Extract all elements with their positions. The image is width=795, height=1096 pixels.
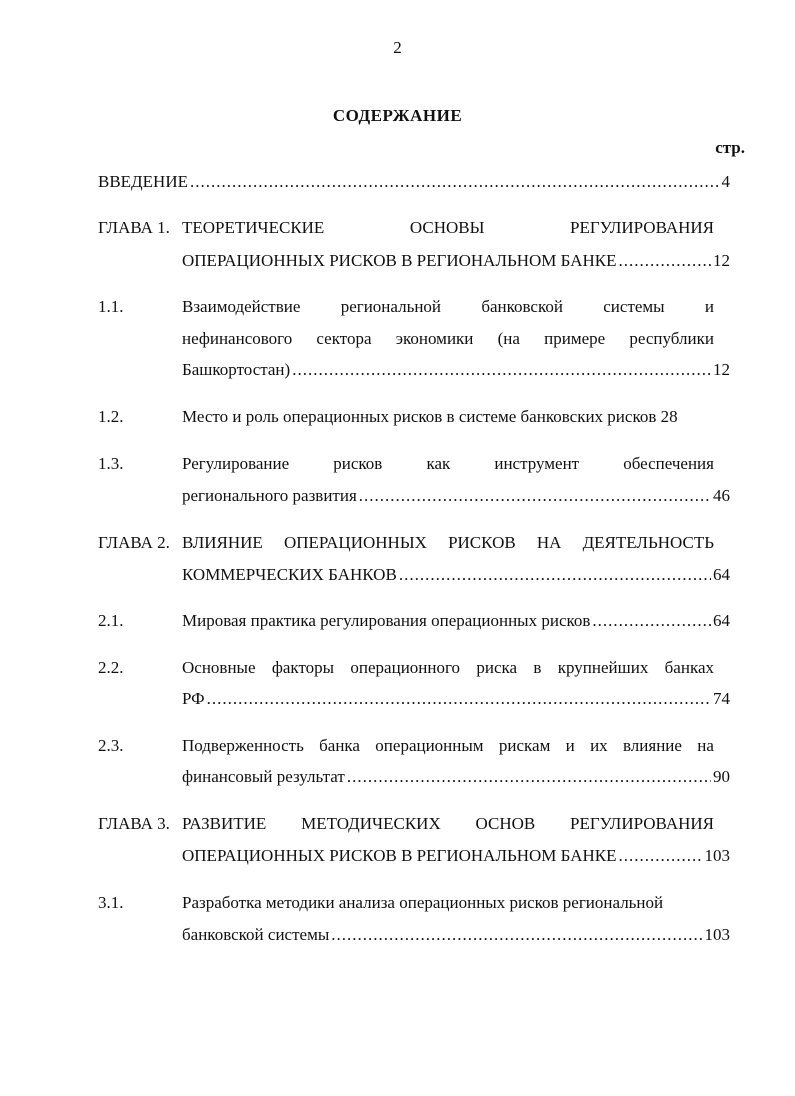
page-column-label: стр. <box>715 138 745 157</box>
chapter-number: ГЛАВА 3. <box>98 814 170 833</box>
toc-entry-title-line: РАЗВИТИЕ МЕТОДИЧЕСКИХ ОСНОВ РЕГУЛИРОВАНИЯ <box>182 814 714 833</box>
toc-entry-page: 103 <box>704 925 730 944</box>
dot-leader <box>190 171 720 193</box>
toc-title: СОДЕРЖАНИЕ <box>332 106 463 125</box>
chapter-number: ГЛАВА 2. <box>98 533 170 552</box>
toc-entry-page: 12 <box>713 360 730 379</box>
toc-entry-page: 46 <box>713 486 730 505</box>
toc-entry-title-line: Разработка методики анализа операционных рисков региональной <box>182 893 664 912</box>
toc-entry-section-2-1[interactable] <box>182 610 730 632</box>
toc-entry-section-3-1[interactable] <box>182 924 730 946</box>
toc-entry-section-2-3[interactable] <box>182 766 730 788</box>
toc-entry-page: 103 <box>704 846 730 865</box>
toc-entry-title: Мировая практика регулирования операционных рисков <box>182 611 591 630</box>
dot-leader <box>399 564 711 586</box>
section-number: 1.2. <box>98 407 124 426</box>
toc-entry-title: банковской системы <box>182 925 330 944</box>
toc-entry-chapter-1[interactable] <box>182 250 730 272</box>
toc-entry-section-1-1[interactable] <box>182 359 730 381</box>
toc-entry-title: Башкортостан) <box>182 360 291 379</box>
toc-entry-title-line: Основные факторы операционного риска в крупнейших банках <box>182 658 714 677</box>
dot-leader <box>359 485 711 507</box>
toc-entry-title-line: Подверженность банка операционным рискам и их влияние на <box>182 736 714 755</box>
toc-entry-title-line: Регулирование рисков как инструмент обеспечения <box>182 454 714 473</box>
toc-entry-title: ОПЕРАЦИОННЫХ РИСКОВ В РЕГИОНАЛЬНОМ БАНКЕ <box>182 846 617 865</box>
toc-entry-section-1-2[interactable] <box>182 406 730 428</box>
toc-entry-title: ОПЕРАЦИОННЫХ РИСКОВ В РЕГИОНАЛЬНОМ БАНКЕ <box>182 251 617 270</box>
dot-leader <box>347 766 711 788</box>
section-number: 3.1. <box>98 893 124 912</box>
toc-entry-section-2-2[interactable] <box>182 688 730 710</box>
toc-entry-title: финансовый результат <box>182 767 345 786</box>
toc-entry-page: 4 <box>721 172 730 191</box>
toc-entry-title: Место и роль операционных рисков в системе банковских рисков <box>182 407 657 426</box>
toc-entry-page: 64 <box>713 565 730 584</box>
toc-entry-page: 90 <box>713 767 730 786</box>
toc-entry-page: 28 <box>660 407 678 426</box>
toc-entry-title: КОММЕРЧЕСКИХ БАНКОВ <box>182 565 397 584</box>
dot-leader <box>207 688 711 710</box>
toc-entry-page: 74 <box>713 689 730 708</box>
page-number: 2 <box>393 38 402 57</box>
section-number: 2.3. <box>98 736 124 755</box>
chapter-number: ГЛАВА 1. <box>98 218 170 237</box>
section-number: 2.2. <box>98 658 124 677</box>
dot-leader <box>292 359 711 381</box>
dot-leader <box>592 610 711 632</box>
dot-leader <box>618 250 711 272</box>
toc-entry-intro[interactable] <box>98 171 730 193</box>
toc-entry-title: ВВЕДЕНИЕ <box>98 172 188 191</box>
section-number: 2.1. <box>98 611 124 630</box>
toc-entry-title-line: нефинансового сектора экономики (на примере республики <box>182 329 714 348</box>
section-number: 1.1. <box>98 297 124 316</box>
toc-entry-section-1-3[interactable] <box>182 485 730 507</box>
toc-entry-page: 64 <box>713 611 730 630</box>
dot-leader <box>331 924 702 946</box>
toc-entry-title-line: Взаимодействие региональной банковской системы и <box>182 297 714 316</box>
toc-entry-page: 12 <box>713 251 730 270</box>
dot-leader <box>618 845 702 867</box>
toc-entry-chapter-2[interactable] <box>182 564 730 586</box>
toc-entry-chapter-3[interactable] <box>182 845 730 867</box>
toc-entry-title: регионального развития <box>182 486 357 505</box>
toc-entry-title-line: ВЛИЯНИЕ ОПЕРАЦИОННЫХ РИСКОВ НА ДЕЯТЕЛЬНОСТЬ <box>182 533 714 552</box>
toc-entry-title: РФ <box>182 689 205 708</box>
section-number: 1.3. <box>98 454 124 473</box>
toc-entry-title-line: ТЕОРЕТИЧЕСКИЕ ОСНОВЫ РЕГУЛИРОВАНИЯ <box>182 218 714 237</box>
